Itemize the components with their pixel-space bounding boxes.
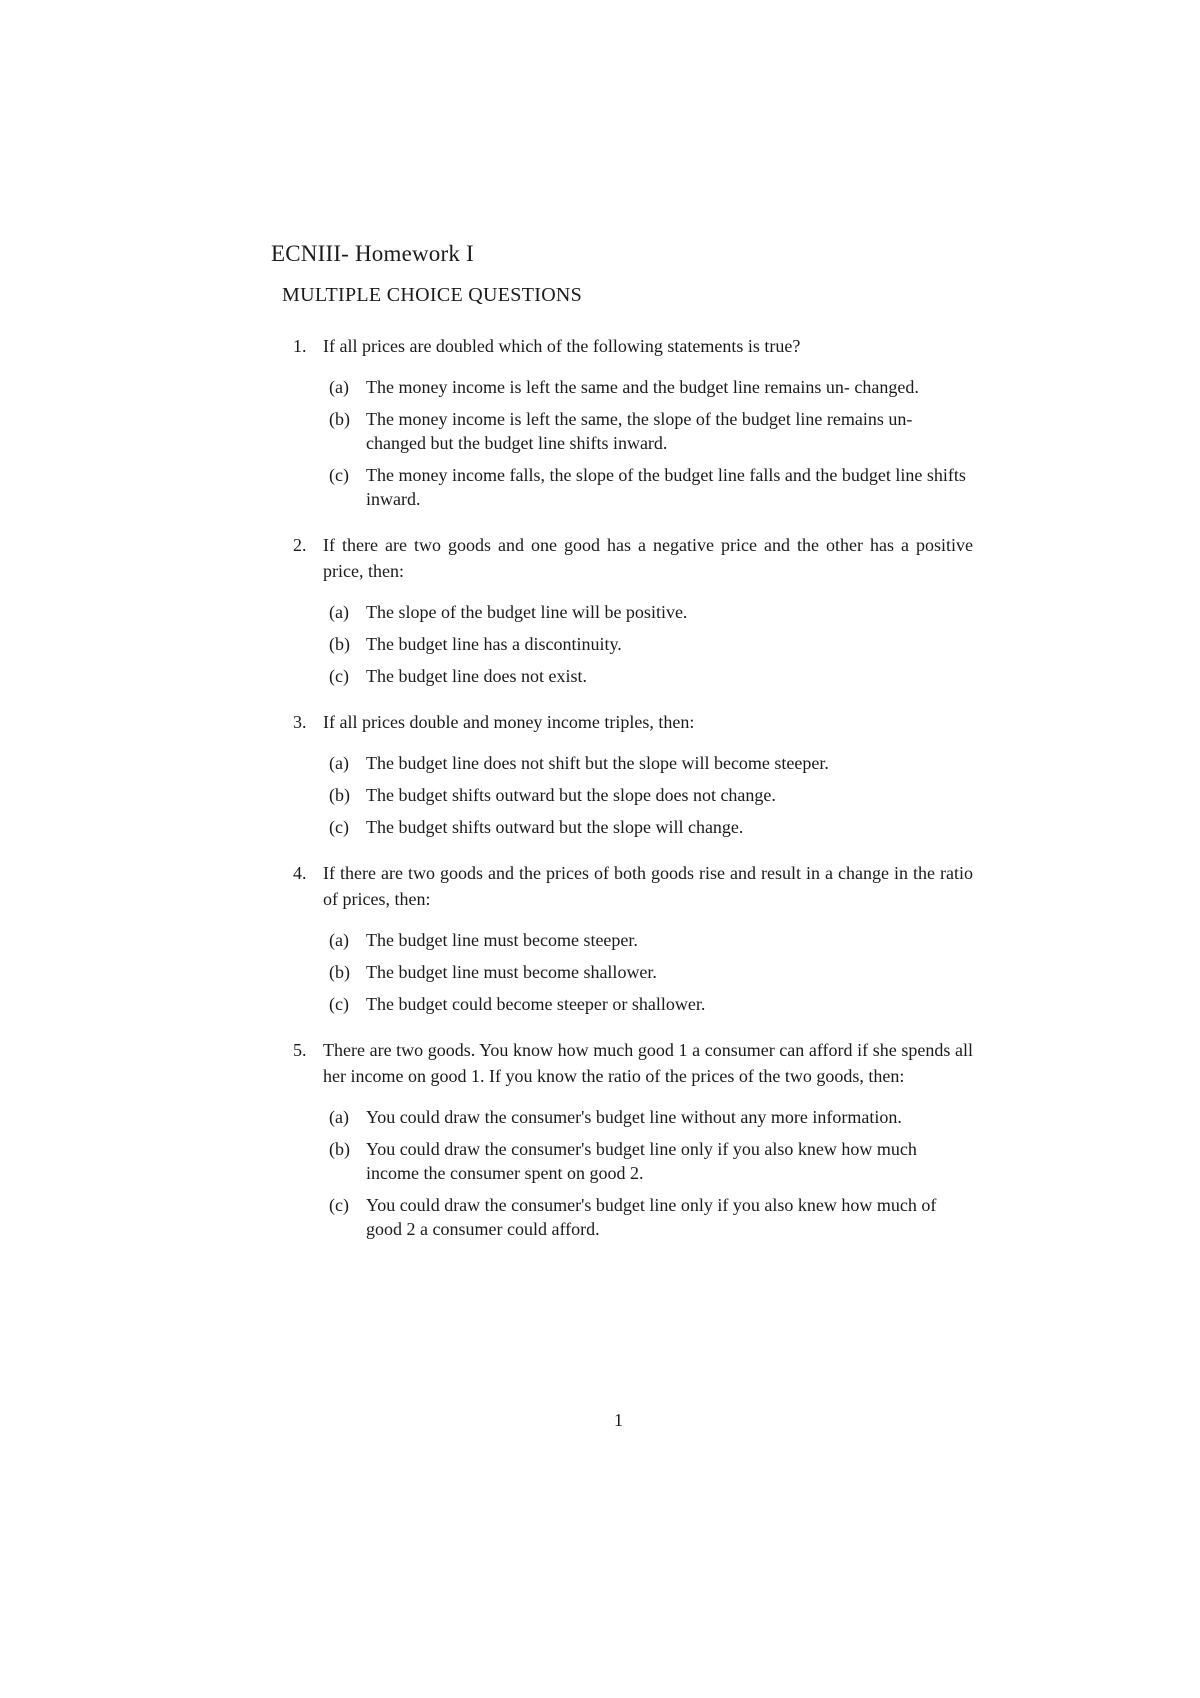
option-text: The budget could become steeper or shallower. (366, 994, 706, 1014)
question-stem (293, 860, 973, 912)
option-c (329, 815, 966, 839)
option-letter: (b) (329, 962, 350, 982)
question-4 (293, 860, 973, 1016)
option-text: The budget shifts outward but the slope will change. (366, 817, 744, 837)
option-text: The budget line must become shallower. (366, 962, 657, 982)
question-number: 1. (293, 336, 307, 356)
option-b (329, 783, 966, 807)
option-letter: (a) (329, 930, 349, 950)
question-text: If all prices double and money income triples, then: (323, 712, 695, 732)
option-text: The budget line does not exist. (366, 666, 587, 686)
question-stem (293, 333, 973, 359)
option-letter: (c) (329, 817, 349, 837)
option-letter: (b) (329, 409, 350, 429)
option-list (293, 600, 973, 688)
option-letter: (a) (329, 602, 349, 622)
section-heading: MULTIPLE CHOICE QUESTIONS (282, 284, 583, 306)
option-list (293, 1105, 973, 1241)
option-text: The money income falls, the slope of the budget line falls and the budget line shifts inward. (366, 465, 966, 509)
option-b (329, 960, 966, 984)
question-text: If there are two goods and one good has a negative price and the other has a positive price, then: (323, 535, 973, 581)
option-a (329, 1105, 966, 1129)
page-number: 1 (614, 1410, 623, 1430)
option-c (329, 463, 966, 511)
option-letter: (b) (329, 634, 350, 654)
option-b (329, 407, 966, 455)
option-text: You could draw the consumer's budget line only if you also knew how much income the consumer spent on good 2. (366, 1139, 917, 1183)
question-text: There are two goods. You know how much good 1 a consumer can afford if she spends all her income on good 1. If you know the ratio of the prices of the two goods, then: (323, 1040, 973, 1086)
option-letter: (c) (329, 465, 349, 485)
question-number: 5. (293, 1040, 307, 1060)
question-3 (293, 709, 973, 839)
option-letter: (a) (329, 753, 349, 773)
question-number: 2. (293, 535, 307, 555)
document-title: ECNIII- Homework I (271, 241, 474, 266)
option-letter: (b) (329, 785, 350, 805)
question-text: If all prices are doubled which of the following statements is true? (323, 336, 801, 356)
option-list (293, 751, 973, 839)
question-2 (293, 532, 973, 688)
option-letter: (a) (329, 377, 349, 397)
option-a (329, 928, 966, 952)
question-stem (293, 709, 973, 735)
option-text: You could draw the consumer's budget line without any more information. (366, 1107, 902, 1127)
option-text: The budget shifts outward but the slope does not change. (366, 785, 776, 805)
option-b (329, 1137, 966, 1185)
option-letter: (a) (329, 1107, 349, 1127)
option-text: The slope of the budget line will be positive. (366, 602, 688, 622)
question-stem (293, 1037, 973, 1089)
option-text: The budget line does not shift but the slope will become steeper. (366, 753, 829, 773)
option-text: The budget line must become steeper. (366, 930, 638, 950)
option-text: The money income is left the same, the slope of the budget line remains un- changed but the budget line shifts inward. (366, 409, 913, 453)
option-letter: (c) (329, 994, 349, 1014)
option-c (329, 1193, 966, 1241)
question-number: 3. (293, 712, 307, 732)
option-a (329, 751, 966, 775)
option-text: You could draw the consumer's budget line only if you also knew how much of good 2 a consumer could afford. (366, 1195, 937, 1239)
option-a (329, 375, 966, 399)
option-text: The budget line has a discontinuity. (366, 634, 622, 654)
question-list (293, 333, 973, 1262)
option-letter: (c) (329, 666, 349, 686)
option-b (329, 632, 966, 656)
question-text: If there are two goods and the prices of both goods rise and result in a change in the ratio of prices, then: (323, 863, 973, 909)
option-text: The money income is left the same and the budget line remains un- changed. (366, 377, 919, 397)
question-number: 4. (293, 863, 307, 883)
question-1 (293, 333, 973, 511)
option-list (293, 375, 973, 511)
option-c (329, 664, 966, 688)
question-5 (293, 1037, 973, 1241)
question-stem (293, 532, 973, 584)
option-list (293, 928, 973, 1016)
option-letter: (b) (329, 1139, 350, 1159)
option-a (329, 600, 966, 624)
option-letter: (c) (329, 1195, 349, 1215)
option-c (329, 992, 966, 1016)
